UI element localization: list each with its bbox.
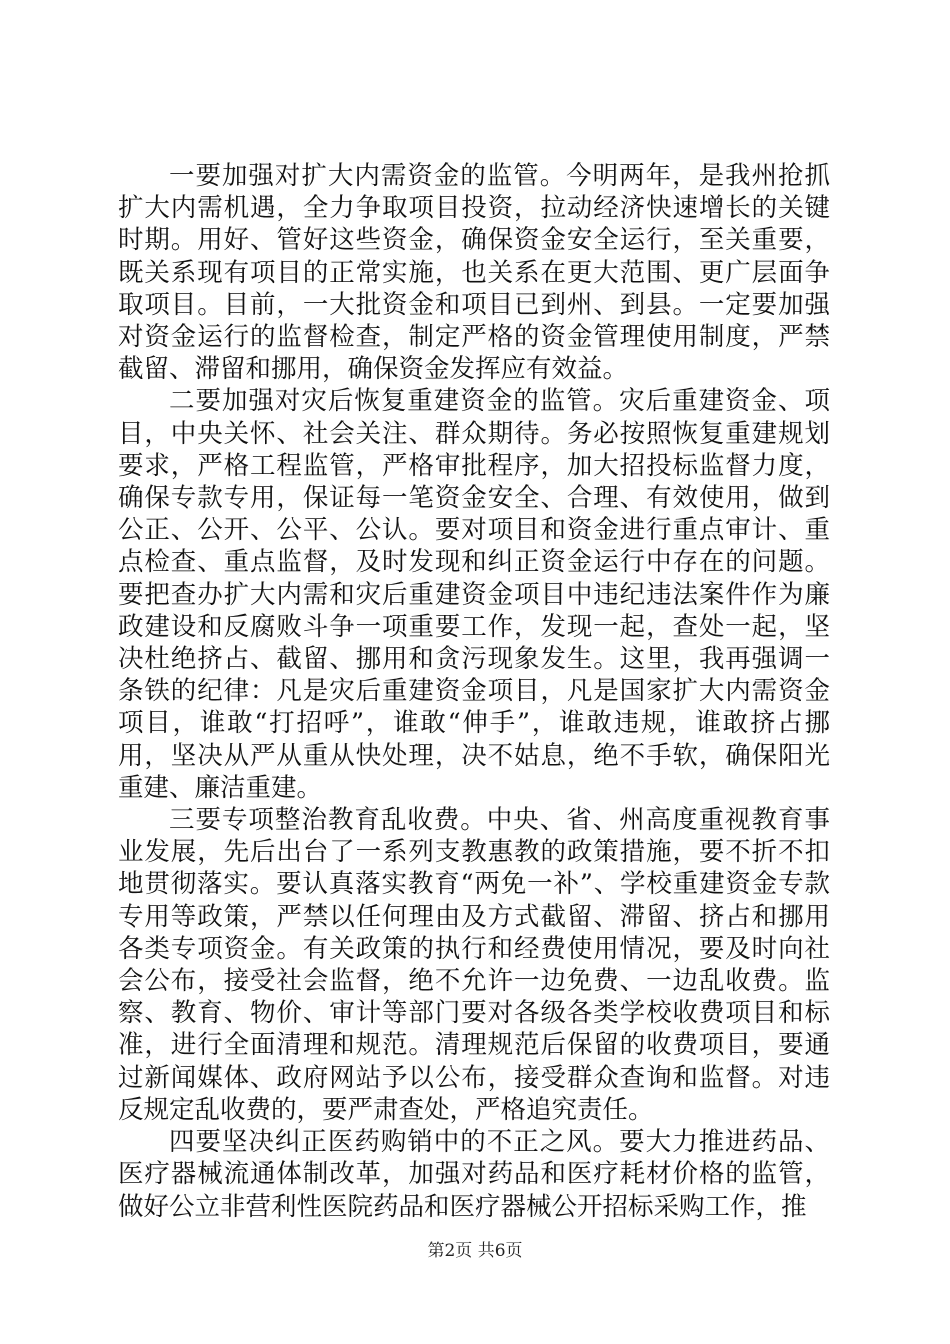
paragraph-2: 二要加强对灾后恢复重建资金的监管。灾后重建资金、项目，中央关怀、社会关注、群众期待。务必按照恢复重建规划要求，严格工程监管，严格审批程序，加大招投标监督力度，确保专款专用，保证每一笔资金安全、合理、有效使用，做到公正、公开、公平、公认。要对项目和资金进行重点审计、重点检查、重点监督，及时发现和纠正资金运行中存在的问题。要把查办扩大内需和灾后重建资金项目中违纪违法案件作为廉政建设和反腐败斗争一项重要工作，发现一起，查处一起，坚决杜绝挤占、截留、挪用和贪污现象发生。这里，我再强调一条铁的纪律：凡是灾后重建资金项目，凡是国家扩大内需资金项目，谁敢“打招呼”，谁敢“伸手”，谁敢违规，谁敢挤占挪用，坚决从严从重从快处理，决不姑息，绝不手软，确保阳光重建、廉洁重建。 bbox=[118, 386, 830, 803]
paragraph-4: 四要坚决纠正医药购销中的不正之风。要大力推进药品、医疗器械流通体制改革，加强对药品和医疗耗材价格的监管，做好公立非营利性医院药品和医疗器械公开招标采购工作，推 bbox=[118, 1127, 830, 1222]
page-footer bbox=[0, 1240, 950, 1262]
paragraph-3: 三要专项整治教育乱收费。中央、省、州高度重视教育事业发展，先后出台了一系列支教惠教的政策措施，要不折不扣地贯彻落实。要认真落实教育“两免一补”、学校重建资金专款专用等政策，严禁以任何理由及方式截留、滞留、挤占和挪用各类专项资金。有关政策的执行和经费使用情况，要及时向社会公布，接受社会监督，绝不允许一边免费、一边乱收费。监察、教育、物价、审计等部门要对各级各类学校收费项目和标准，进行全面清理和规范。清理规范后保留的收费项目，要通过新闻媒体、政府网站予以公布，接受群众查询和监督。对违反规定乱收费的，要严肃查处，严格追究责任。 bbox=[118, 805, 830, 1125]
body-text bbox=[118, 160, 830, 1223]
paragraph-1: 一要加强对扩大内需资金的监管。今明两年，是我州抢抓扩大内需机遇，全力争取项目投资，拉动经济快速增长的关键时期。用好、管好这些资金，确保资金安全运行，至关重要，既关系现有项目的正常实施，也关系在更大范围、更广层面争取项目。目前，一大批资金和项目已到州、到县。一定要加强对资金运行的监督检查，制定严格的资金管理使用制度，严禁截留、滞留和挪用，确保资金发挥应有效益。 bbox=[118, 161, 830, 385]
page-number: 第2页 共6页 bbox=[427, 1241, 523, 1261]
